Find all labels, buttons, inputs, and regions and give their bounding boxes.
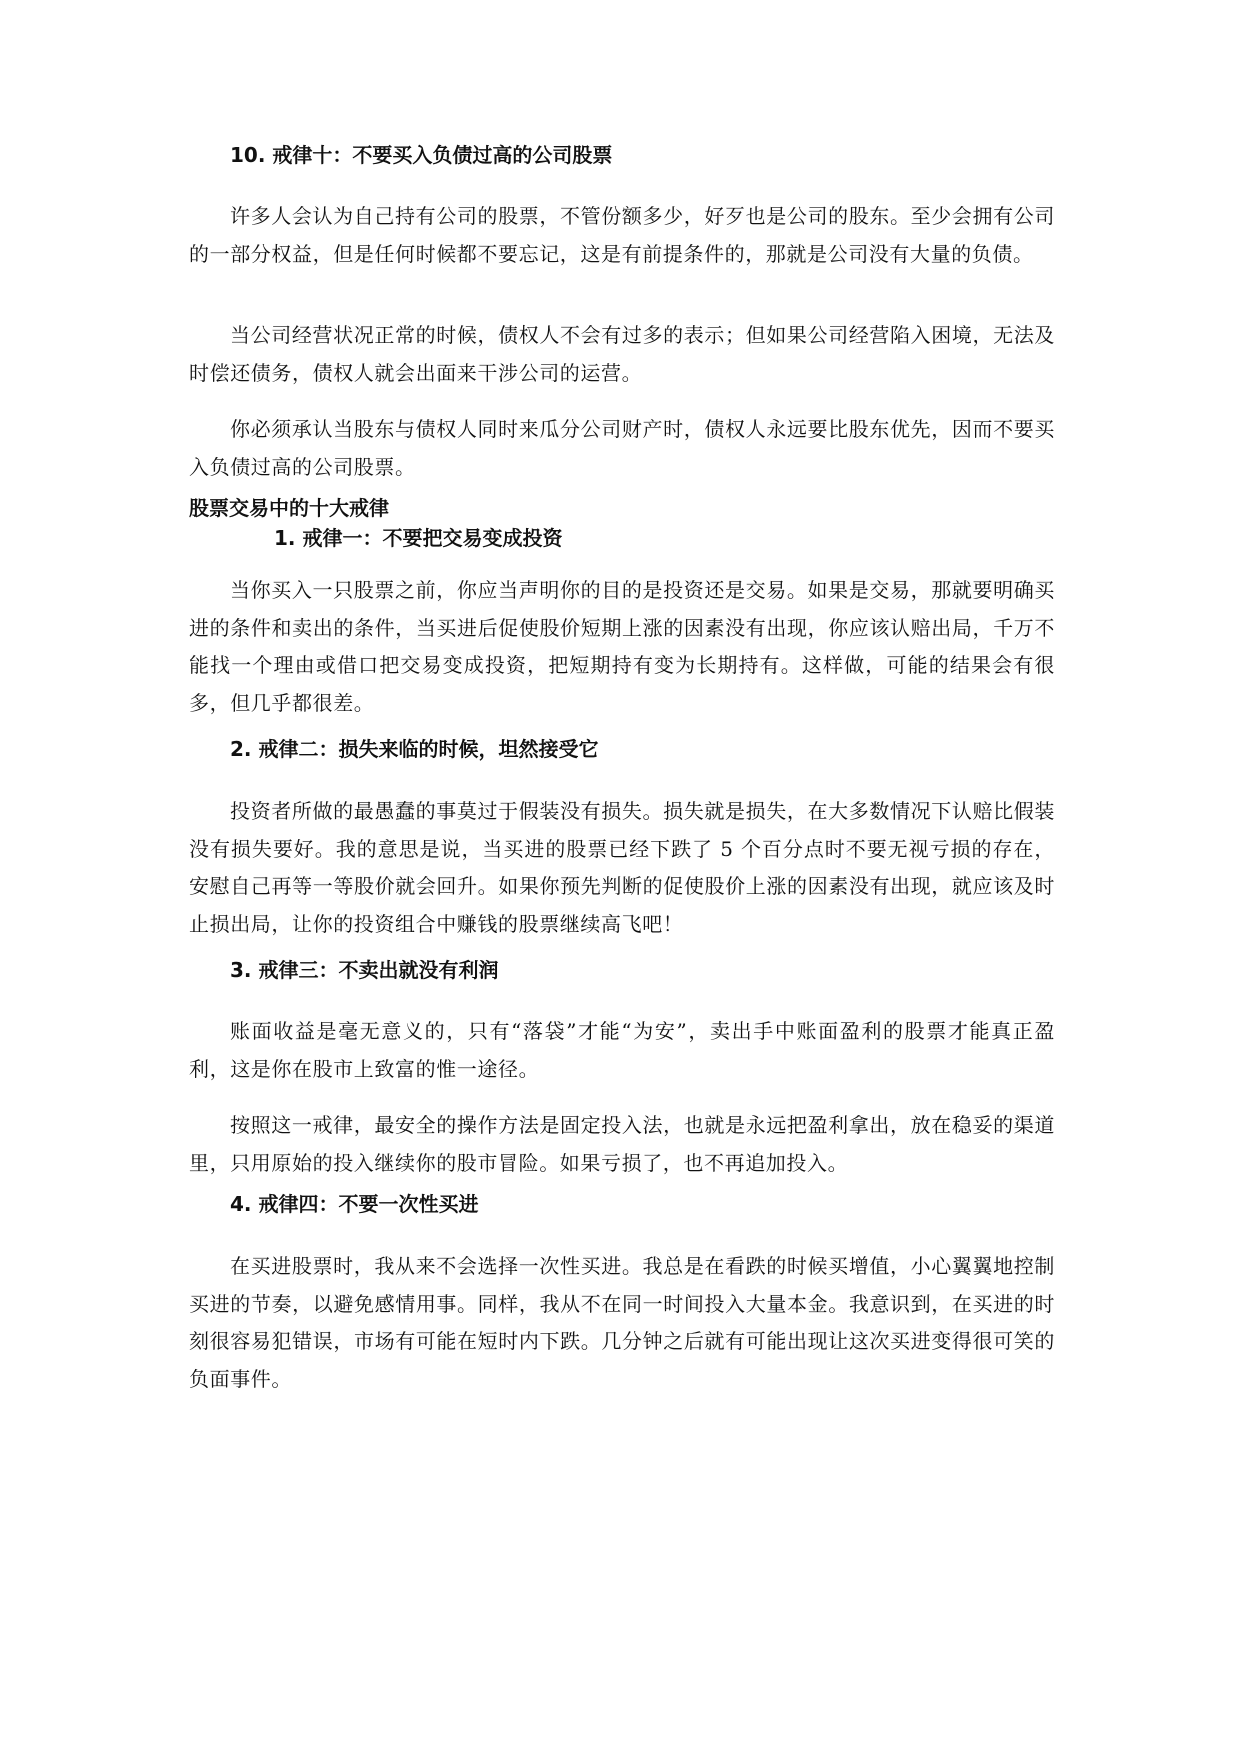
rule-heading-3: 3. 戒律三：不卖出就没有利润: [230, 958, 499, 982]
rule-heading-1: 1. 戒律一：不要把交易变成投资: [274, 526, 563, 550]
paragraph: 投资者所做的最愚蠢的事莫过于假装没有损失。损失就是损失，在大多数情况下认赔比假装没有损失要好。我的意思是说，当买进的股票已经下跌了 5 个百分点时不要无视亏损的存在，安慰自己再等一等股价就会回升。如果你预先判断的促使股价上涨的因素没有出现，就应该及时止损出局，让你的投资组合中赚钱的股票继续高飞吧！: [189, 799, 1055, 936]
rule-heading-2: 2. 戒律二：损失来临的时候，坦然接受它: [230, 737, 599, 761]
section-heading-rule-10: 10. 戒律十：不要买入负债过高的公司股票: [230, 143, 613, 167]
paragraph: 许多人会认为自己持有公司的股票，不管份额多少，好歹也是公司的股东。至少会拥有公司的一部分权益，但是任何时候都不要忘记，这是有前提条件的，那就是公司没有大量的负债。: [189, 204, 1055, 266]
paragraph: 在买进股票时，我从来不会选择一次性买进。我总是在看跌的时候买增值，小心翼翼地控制买进的节奏，以避免感情用事。同样，我从不在同一时间投入大量本金。我意识到，在买进的时刻很容易犯错误，市场有可能在短时内下跌。几分钟之后就有可能出现让这次买进变得很可笑的负面事件。: [189, 1254, 1055, 1391]
paragraph: 账面收益是毫无意义的，只有“落袋”才能“为安”，卖出手中账面盈利的股票才能真正盈利，这是你在股市上致富的惟一途径。: [189, 1019, 1055, 1081]
main-title: 股票交易中的十大戒律: [189, 496, 389, 520]
paragraph: 当公司经营状况正常的时候，债权人不会有过多的表示；但如果公司经营陷入困境，无法及时偿还债务，债权人就会出面来干涉公司的运营。: [189, 323, 1055, 385]
paragraph: 你必须承认当股东与债权人同时来瓜分公司财产时，债权人永远要比股东优先，因而不要买入负债过高的公司股票。: [189, 417, 1055, 479]
rule-heading-4: 4. 戒律四：不要一次性买进: [230, 1192, 479, 1216]
paragraph: 按照这一戒律，最安全的操作方法是固定投入法，也就是永远把盈利拿出，放在稳妥的渠道里，只用原始的投入继续你的股市冒险。如果亏损了，也不再追加投入。: [189, 1113, 1055, 1175]
paragraph: 当你买入一只股票之前，你应当声明你的目的是投资还是交易。如果是交易，那就要明确买进的条件和卖出的条件，当买进后促使股价短期上涨的因素没有出现，你应该认赔出局，千万不能找一个理由或借口把交易变成投资，把短期持有变为长期持有。这样做，可能的结果会有很多，但几乎都很差。: [189, 578, 1055, 715]
